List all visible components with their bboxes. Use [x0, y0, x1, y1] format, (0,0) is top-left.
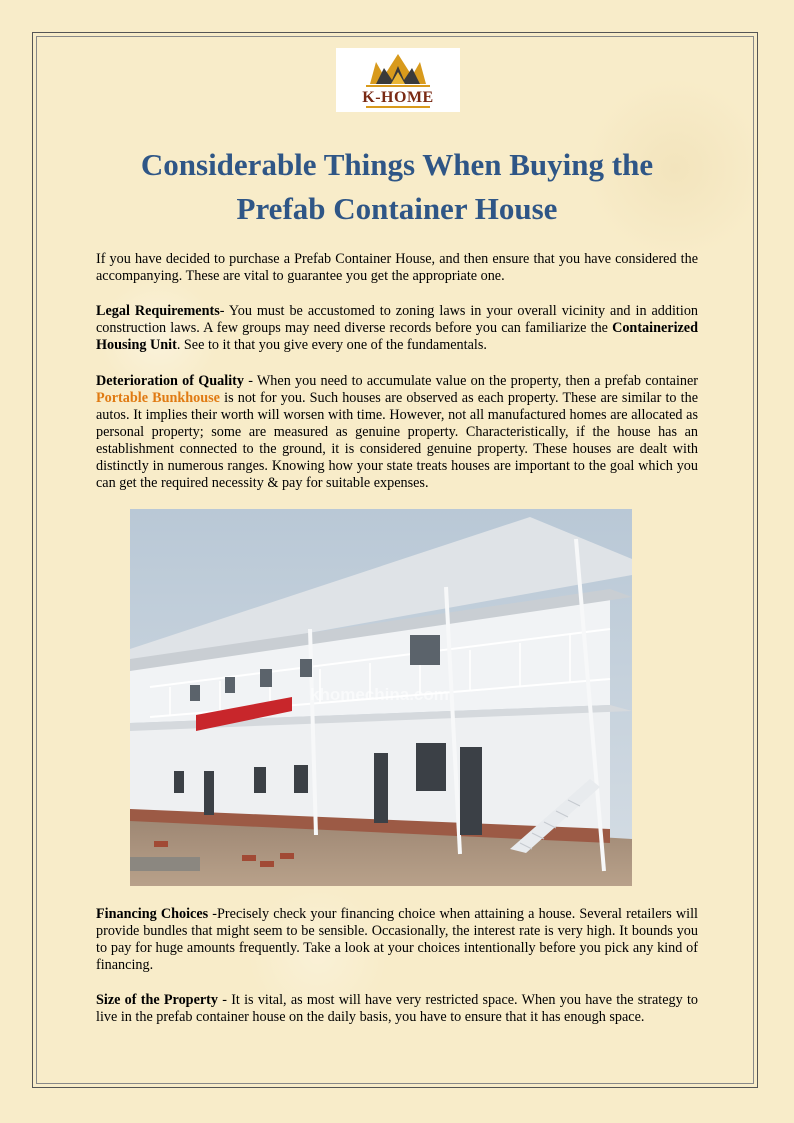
deterioration-text-2: is not for you. Such houses are observed as each property. These are similar to the autos. It implies their worth will worsen with time. However, not all manufactured homes are allocated as personal property; some are measured as genuine property. Characteristically, if the house has an establishment connected to the ground, it is considered genuine property. These houses are dealt with distinctly in numerous ranges. Knowing how your state treats houses are important to the goal which you can get the required necessity & pay for suitable expenses.: [96, 390, 698, 491]
size-text: - It is vital, as most will have very restricted space. When you have the strategy to live in the prefab container house on the daily basis, you have to ensure that it has enough space.: [96, 992, 699, 1025]
deterioration-heading: Deterioration of Quality: [96, 373, 244, 389]
portable-bunkhouse-link[interactable]: Portable Bunkhouse: [96, 390, 220, 406]
financing-heading: Financing Choices: [96, 906, 209, 922]
deterioration-paragraph: [96, 373, 698, 492]
containerized-housing-term: Containerized Housing Unit: [96, 320, 698, 353]
container-house-photo: [130, 509, 632, 886]
legal-heading: Legal Requirements: [96, 303, 220, 319]
deterioration-text-1: - When you need to accumulate value on the property, then a prefab container: [243, 373, 699, 389]
photo-watermark: khomechina.com: [310, 685, 449, 704]
size-paragraph: [96, 992, 698, 1026]
intro-paragraph: If you have decided to purchase a Prefab Container House, and then ensure that you have considered the accompanying. These are vital to guarantee you get the appropriate one.: [96, 251, 698, 284]
size-heading: Size of the Property: [96, 992, 218, 1008]
logo-text: K-HOME: [362, 89, 434, 106]
page-title: Considerable Things When Buying the Prefab Container House: [140, 147, 654, 226]
k-home-logo: [336, 48, 460, 112]
legal-requirements-paragraph: [96, 303, 698, 354]
legal-text-2: . See to it that you give every one of the fundamentals.: [176, 337, 487, 353]
legal-text-1: - You must be accustomed to zoning laws in your overall vicinity and in addition construction laws. A few groups may need diverse records before you can familiarize the: [96, 303, 699, 336]
financing-paragraph: [96, 906, 698, 974]
financing-text: -Precisely check your financing choice when attaining a house. Several retailers will provide bundles that might seem to be sensible. Occasionally, the interest rate is very high. It bounds you to pay for huge amounts frequently. Take a look at your choices intentionally before you pick any kind of financing.: [96, 906, 699, 973]
